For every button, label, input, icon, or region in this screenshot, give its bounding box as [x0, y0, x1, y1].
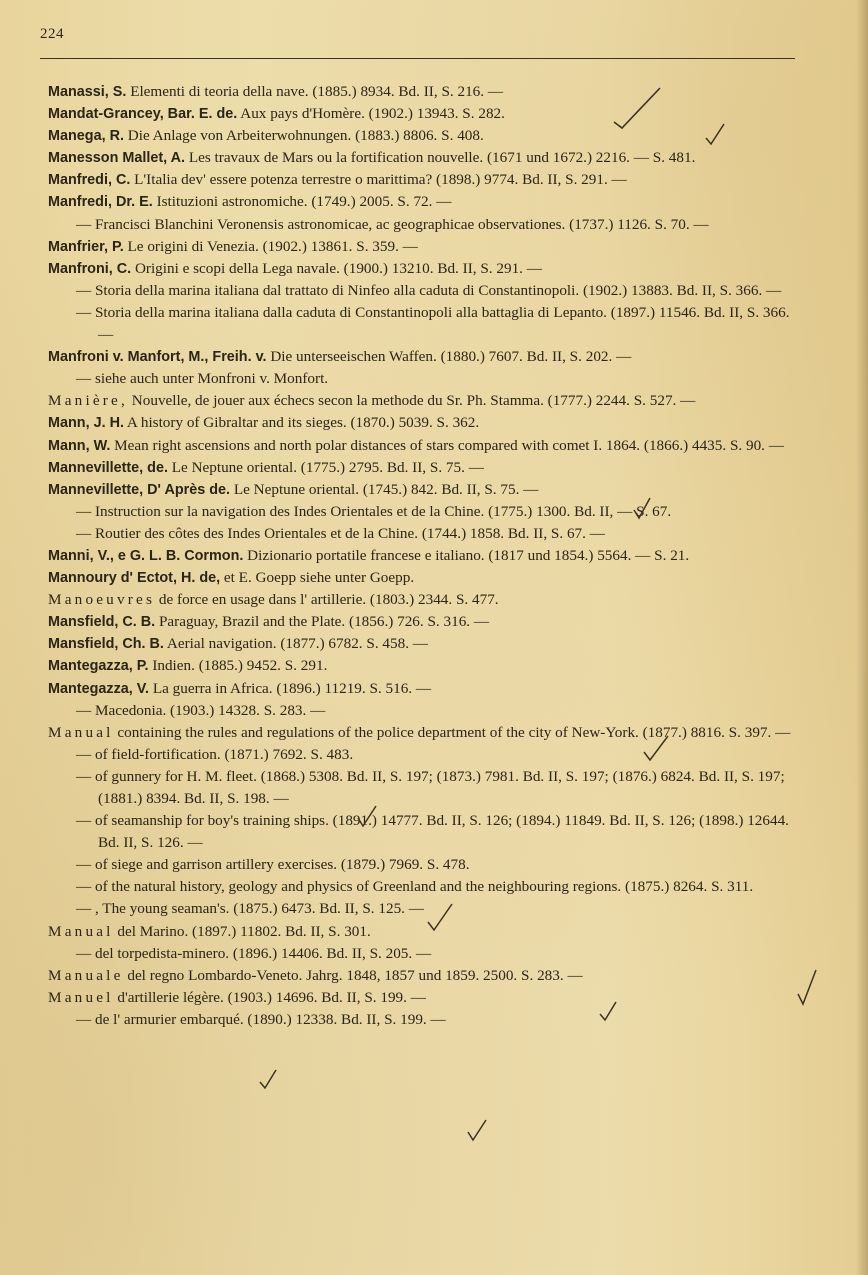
pencil-check-mark [466, 1118, 488, 1142]
index-entry [48, 567, 798, 589]
pencil-check-mark [796, 968, 818, 1008]
index-entry [48, 346, 798, 368]
index-entry [48, 545, 798, 567]
entry-heading: Mandat-Grancey, Bar. E. de. [48, 106, 238, 123]
entry-heading: Manual [48, 723, 114, 741]
entry-text: — Routier des côtes des Indes Orientales et de la Chine. (1744.) 1858. Bd. II, S. 67. — [76, 524, 605, 542]
entry-text: A history of Gibraltar and its sieges. (1870.) 5039. S. 362. [123, 414, 480, 432]
entry-text: de force en usage dans l' artillerie. (1803.) 2344. S. 477. [155, 591, 499, 609]
index-subentry [48, 810, 798, 854]
entry-heading: Mantegazza, P. [48, 658, 149, 675]
entry-text: — de l' armurier embarqué. (1890.) 12338. Bd. II, S. 199. — [76, 1010, 446, 1028]
entry-text: Indien. (1885.) 9452. S. 291. [148, 657, 328, 675]
entry-text: La guerra in Africa. (1896.) 11219. S. 516. — [149, 679, 432, 697]
entry-text: — Francisci Blanchini Veronensis astronomicae, ac geographicae observationes. (1737.) 1126. S. 70. — [76, 215, 709, 233]
entry-text: Aux pays d'Homère. (1902.) 13943. S. 282. [237, 105, 505, 123]
entry-heading: Manfredi, Dr. E. [48, 194, 153, 211]
entry-heading: Manière, [48, 392, 128, 410]
pencil-check-mark [598, 1000, 618, 1022]
index-subentry [48, 700, 798, 722]
index-subentry [48, 501, 798, 523]
entry-heading: Manfredi, C. [48, 172, 131, 189]
index-subentry [48, 766, 798, 810]
entry-text: — siehe auch unter Monfroni v. Monfort. [76, 370, 329, 388]
entry-text: Mean right ascensions and north polar distances of stars compared with comet I. 1864. (1866.) 4435. S. 90. — [110, 436, 784, 454]
page-spine-shadow [856, 0, 868, 1275]
entry-text: — Macedonia. (1903.) 14328. S. 283. — [76, 701, 326, 719]
index-entry [48, 81, 798, 103]
entry-text: Die unterseeischen Waffen. (1880.) 7607. Bd. II, S. 202. — [266, 348, 632, 366]
index-entry [48, 191, 798, 213]
entry-text: — of gunnery for H. M. fleet. (1868.) 5308. Bd. II, S. 197; (1873.) 7981. Bd. II, S. 197; (1876.) 6824. Bd. II, S. 197; (1881.) 8394. Bd. II, S. 198. — [76, 767, 785, 807]
entry-text: Die Anlage von Arbeiterwohnungen. (1883.) 8806. S. 408. [123, 127, 484, 145]
entry-heading: Manfroni, C. [48, 260, 132, 277]
entry-heading: Manesson Mallet, A. [48, 150, 186, 167]
entry-text: del regno Lombardo-Veneto. Jahrg. 1848, 1857 und 1859. 2500. S. 283. — [123, 966, 583, 984]
index-subentry [48, 302, 798, 346]
entry-text: Le Neptune oriental. (1745.) 842. Bd. II, S. 75. — [230, 480, 539, 498]
index-subentry [48, 1009, 798, 1031]
index-entry [48, 678, 798, 700]
index-entry [48, 611, 798, 633]
entry-text: Istituzioni astronomiche. (1749.) 2005. S. 72. — [152, 193, 452, 211]
entry-text: Origini e scopi della Lega navale. (1900.) 13210. Bd. II, S. 291. — [131, 259, 542, 277]
entry-text: Les travaux de Mars ou la fortification nouvelle. (1671 und 1672.) 2216. — S. 481. [185, 149, 696, 167]
entry-heading: Mansfield, C. B. [48, 614, 156, 631]
entry-heading: Manni, V., e G. L. B. Cormon. [48, 547, 244, 564]
pencil-check-mark [356, 804, 378, 828]
entry-text: del Marino. (1897.) 11802. Bd. II, S. 301. [113, 922, 371, 940]
index-entry [48, 435, 798, 457]
index-entry [48, 479, 798, 501]
entry-heading: Mann, J. H. [48, 415, 124, 432]
index-entry [48, 987, 798, 1009]
index-subentry [48, 898, 798, 920]
entry-heading: Mannevillette, de. [48, 459, 168, 476]
entry-heading: Manfroni v. Manfort, M., Freih. v. [48, 349, 267, 366]
entry-heading: Manuale [48, 966, 124, 984]
entry-text: — Storia della marina italiana dalla caduta di Constantinopoli alla battaglia di Lepanto. (1897.) 11546. Bd. II, S. 366. — [76, 303, 790, 344]
index-entry [48, 655, 798, 677]
entry-heading: Mannevillette, D' Après de. [48, 481, 231, 498]
index-subentry [48, 854, 798, 876]
entry-text: d'artillerie légère. (1903.) 14696. Bd. II, S. 199. — [113, 988, 426, 1006]
entry-text: — del torpedista-minero. (1896.) 14406. Bd. II, S. 205. — [76, 944, 432, 962]
header-rule [40, 58, 795, 59]
index-subentry [48, 943, 798, 965]
index-entry [48, 722, 798, 744]
entry-heading: Mantegazza, V. [48, 680, 150, 697]
index-subentry [48, 523, 798, 545]
pencil-check-mark [642, 734, 670, 762]
entry-heading: Manuel [48, 988, 114, 1006]
index-entry [48, 258, 798, 280]
index-entry [48, 103, 798, 125]
entry-heading: Mann, W. [48, 437, 111, 454]
entry-heading: Manfrier, P. [48, 238, 124, 255]
entry-heading: Manega, R. [48, 128, 124, 145]
index-entry [48, 589, 798, 611]
entry-text: Dizionario portatile francese e italiano. (1817 und 1854.) 5564. — S. 21. [243, 546, 690, 564]
entry-heading: Manual [48, 922, 114, 940]
index-entry [48, 236, 798, 258]
index-entry [48, 965, 798, 987]
index-entry [48, 921, 798, 943]
index-entry [48, 169, 798, 191]
entry-text: Aerial navigation. (1877.) 6782. S. 458. — [163, 635, 428, 653]
entry-heading: Mannoury d' Ectot, H. de, [48, 570, 221, 587]
entry-text: — of seamanship for boy's training ships. (1891.) 14777. Bd. II, S. 126; (1894.) 11849. Bd. II, S. 126; (1898.) 12644. Bd. II, S. 126. — [76, 812, 789, 852]
entry-text: — of the natural history, geology and physics of Greenland and the neighbouring regions. (1875.) 8264. S. 311. [76, 878, 754, 896]
index-subentry [48, 368, 798, 390]
entry-text: containing the rules and regulations of the police department of the city of New-York. (1877.) 8816. S. 397. — [113, 723, 791, 741]
index-subentry [48, 876, 798, 898]
entry-text: — Instruction sur la navigation des Indes Orientales et de la Chine. (1775.) 1300. Bd. II, — S. 67. [76, 502, 672, 520]
entry-text: Le Neptune oriental. (1775.) 2795. Bd. II, S. 75. — [167, 458, 484, 476]
entry-text: L'Italia dev' essere potenza terrestre o marittima? (1898.) 9774. Bd. II, S. 291. — [130, 171, 627, 189]
index-entries [48, 81, 798, 1031]
index-entry [48, 390, 798, 412]
page-number: 224 [40, 26, 64, 42]
pencil-check-mark [632, 496, 654, 520]
entry-text: Nouvelle, de jouer aux échecs secon la methode du Sr. Ph. Stamma. (1777.) 2244. S. 527. — [128, 392, 696, 410]
entry-text: Le origini di Venezia. (1902.) 13861. S. 359. — [123, 237, 418, 255]
entry-text: Elementi di teoria della nave. (1885.) 8934. Bd. II, S. 216. — [126, 83, 504, 100]
entry-text: — of siege and garrison artillery exercises. (1879.) 7969. S. 478. [76, 856, 470, 874]
index-subentry [48, 214, 798, 236]
entry-text: — of field-fortification. (1871.) 7692. S. 483. [76, 745, 354, 763]
entry-heading: Mansfield, Ch. B. [48, 636, 164, 653]
index-entry [48, 633, 798, 655]
index-entry [48, 412, 798, 434]
entry-heading: Manoeuvres [48, 591, 156, 609]
entry-text: — , The young seaman's. (1875.) 6473. Bd. II, S. 125. — [76, 900, 424, 918]
pencil-check-mark [258, 1068, 278, 1090]
index-entry [48, 125, 798, 147]
index-entry [48, 457, 798, 479]
pencil-check-mark [426, 902, 454, 932]
index-entry [48, 147, 798, 169]
index-subentry [48, 280, 798, 302]
index-subentry [48, 744, 798, 766]
entry-text: Paraguay, Brazil and the Plate. (1856.) 726. S. 316. — [155, 613, 490, 631]
pencil-check-mark [612, 86, 662, 130]
entry-heading: Manassi, S. [48, 84, 127, 100]
entry-text: et E. Goepp siehe unter Goepp. [220, 569, 415, 587]
pencil-check-mark [704, 122, 726, 146]
entry-text: — Storia della marina italiana dal trattato di Ninfeo alla caduta di Constantinopoli. (1902.) 13883. Bd. II, S. 366. — [76, 281, 782, 299]
